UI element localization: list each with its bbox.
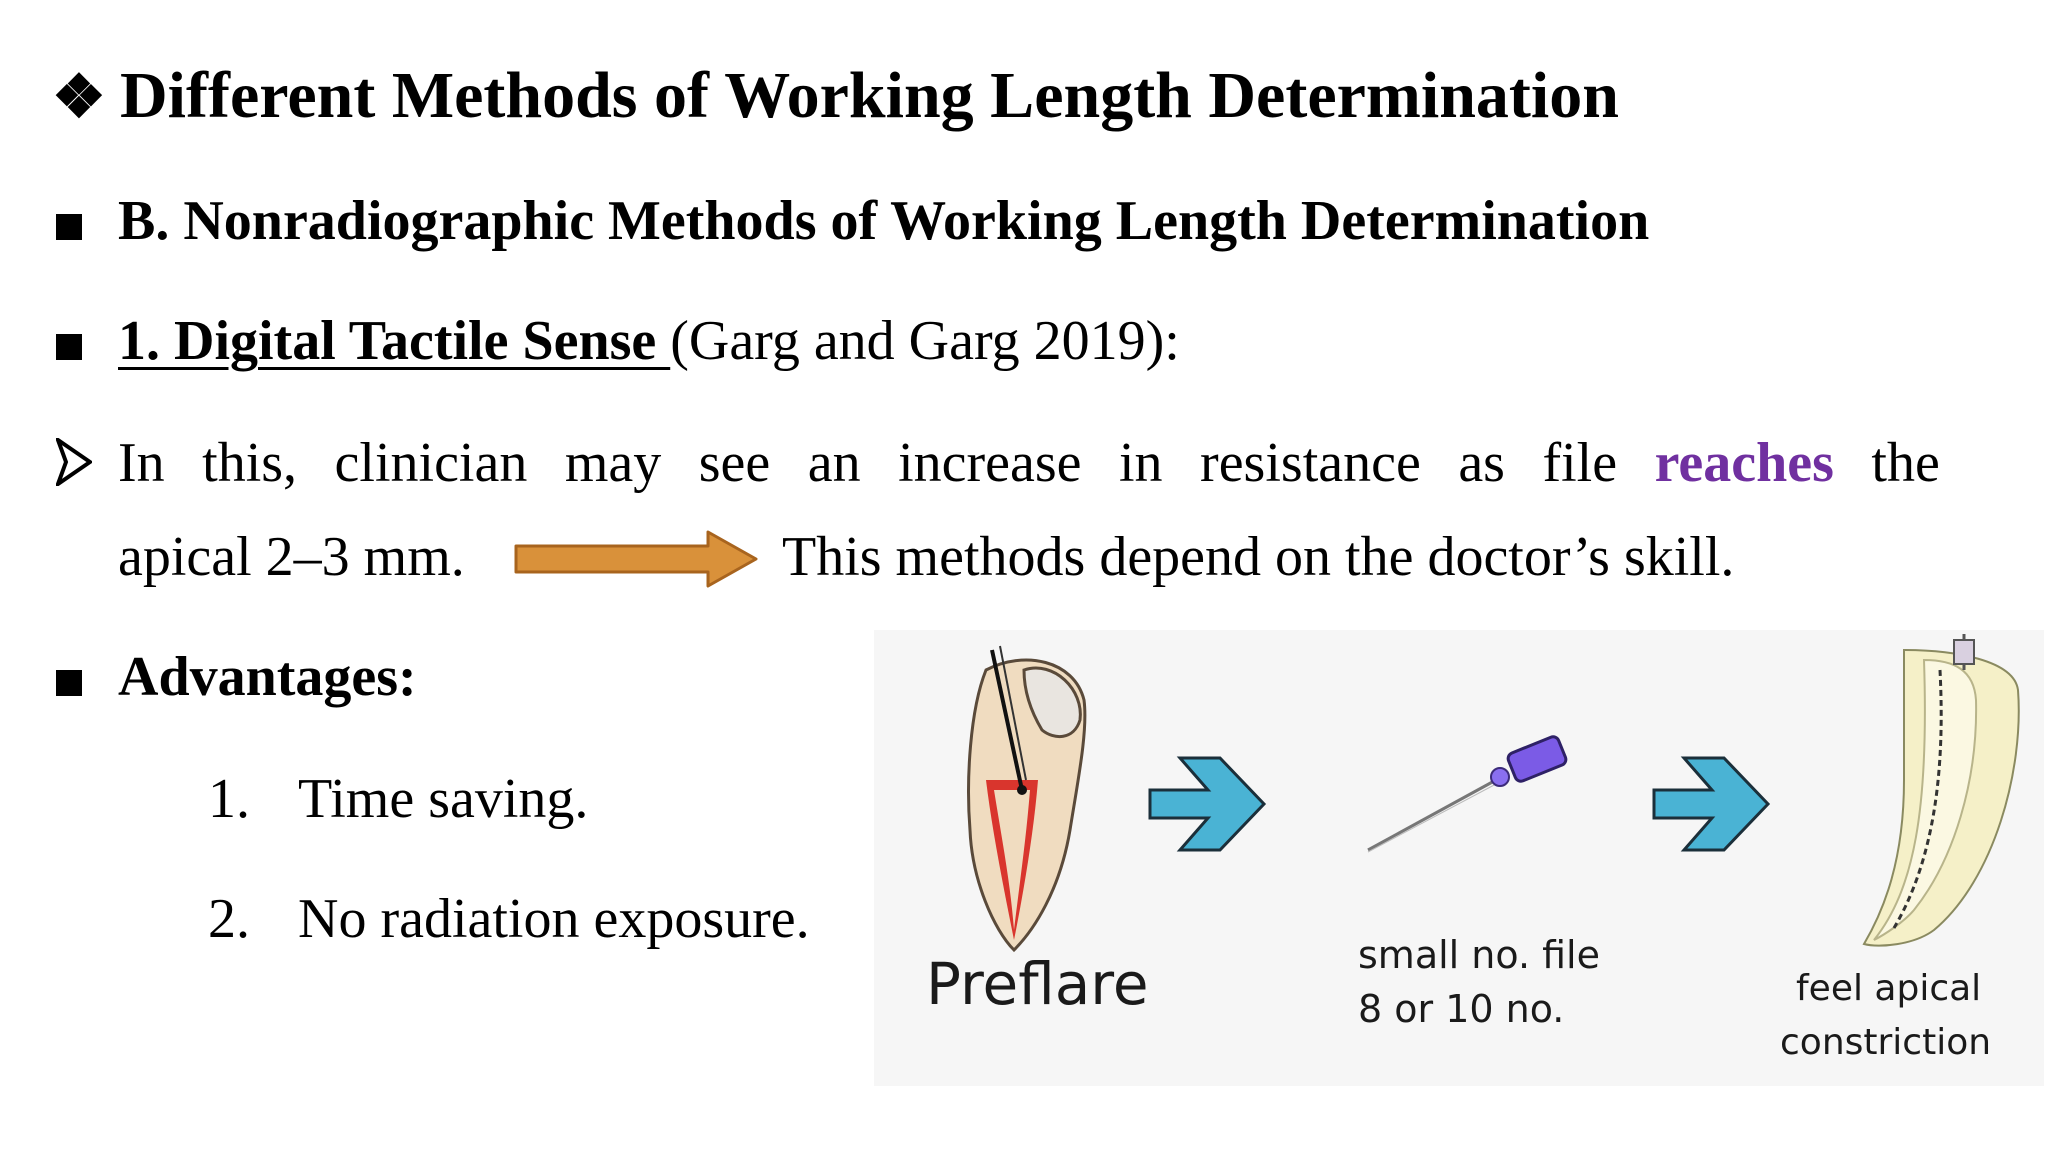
paragraph-word: resistance	[1200, 432, 1421, 494]
advantage-text: No radiation exposure.	[298, 888, 810, 950]
preflare-label: Preflare	[926, 950, 1149, 1018]
paragraph-word: see	[698, 432, 771, 494]
citation: (Garg and Garg 2019):	[670, 310, 1180, 372]
paragraph-word: as	[1458, 432, 1505, 494]
small-file-icon	[1368, 735, 1568, 852]
paragraph-word: may	[564, 432, 662, 494]
file-label-line2: 8 or 10 no.	[1358, 987, 1565, 1031]
figure-illustration	[874, 630, 2044, 1086]
paragraph-line-1	[118, 428, 1940, 498]
paragraph-word: In	[118, 432, 165, 494]
paragraph-word: clinician	[334, 432, 528, 494]
paragraph-word: the	[1871, 432, 1940, 494]
tooth-preflare-icon	[969, 646, 1085, 950]
advantage-text: Time saving.	[298, 768, 589, 830]
blue-arrow-icon	[1150, 758, 1264, 850]
tactile-sense-figure	[874, 630, 2044, 1086]
feel-label-line2: constriction	[1780, 1022, 1992, 1063]
feel-label-line1: feel apical	[1796, 968, 1982, 1009]
advantage-number: 1.	[208, 768, 250, 830]
right-arrow-icon	[512, 528, 762, 590]
slide-title-text: Different Methods of Working Length Determination	[120, 59, 1619, 132]
paragraph-word: in	[1119, 432, 1163, 494]
bullet-nonradiographic: B. Nonradiographic Methods of Working Length Determination	[118, 190, 1650, 252]
square-bullet-icon	[56, 334, 82, 360]
advantage-number: 2.	[208, 888, 250, 950]
slide-title	[52, 52, 1619, 141]
paragraph-word: increase	[898, 432, 1082, 494]
square-bullet-icon	[56, 214, 82, 240]
bullet-digital-tactile	[118, 306, 1180, 376]
tooth-constriction-icon	[1864, 634, 2019, 946]
paragraph-word: an	[807, 432, 861, 494]
paragraph-line-2-start: apical 2–3 mm.	[118, 526, 465, 588]
paragraph-word: this,	[202, 432, 298, 494]
paragraph-line-2-end: This methods depend on the doctor’s skill.	[782, 526, 1735, 588]
blue-arrow-icon	[1654, 758, 1768, 850]
arrow-bullet-icon	[56, 438, 92, 486]
advantages-heading: Advantages:	[118, 646, 417, 708]
paragraph-word: file	[1542, 432, 1618, 494]
digital-tactile-heading: 1. Digital Tactile Sense	[118, 310, 671, 372]
square-bullet-icon	[56, 670, 82, 696]
file-label-line1: small no. file	[1358, 933, 1600, 977]
paragraph-word: reaches	[1654, 432, 1834, 494]
diamond-bullet-icon: ❖	[52, 64, 106, 130]
